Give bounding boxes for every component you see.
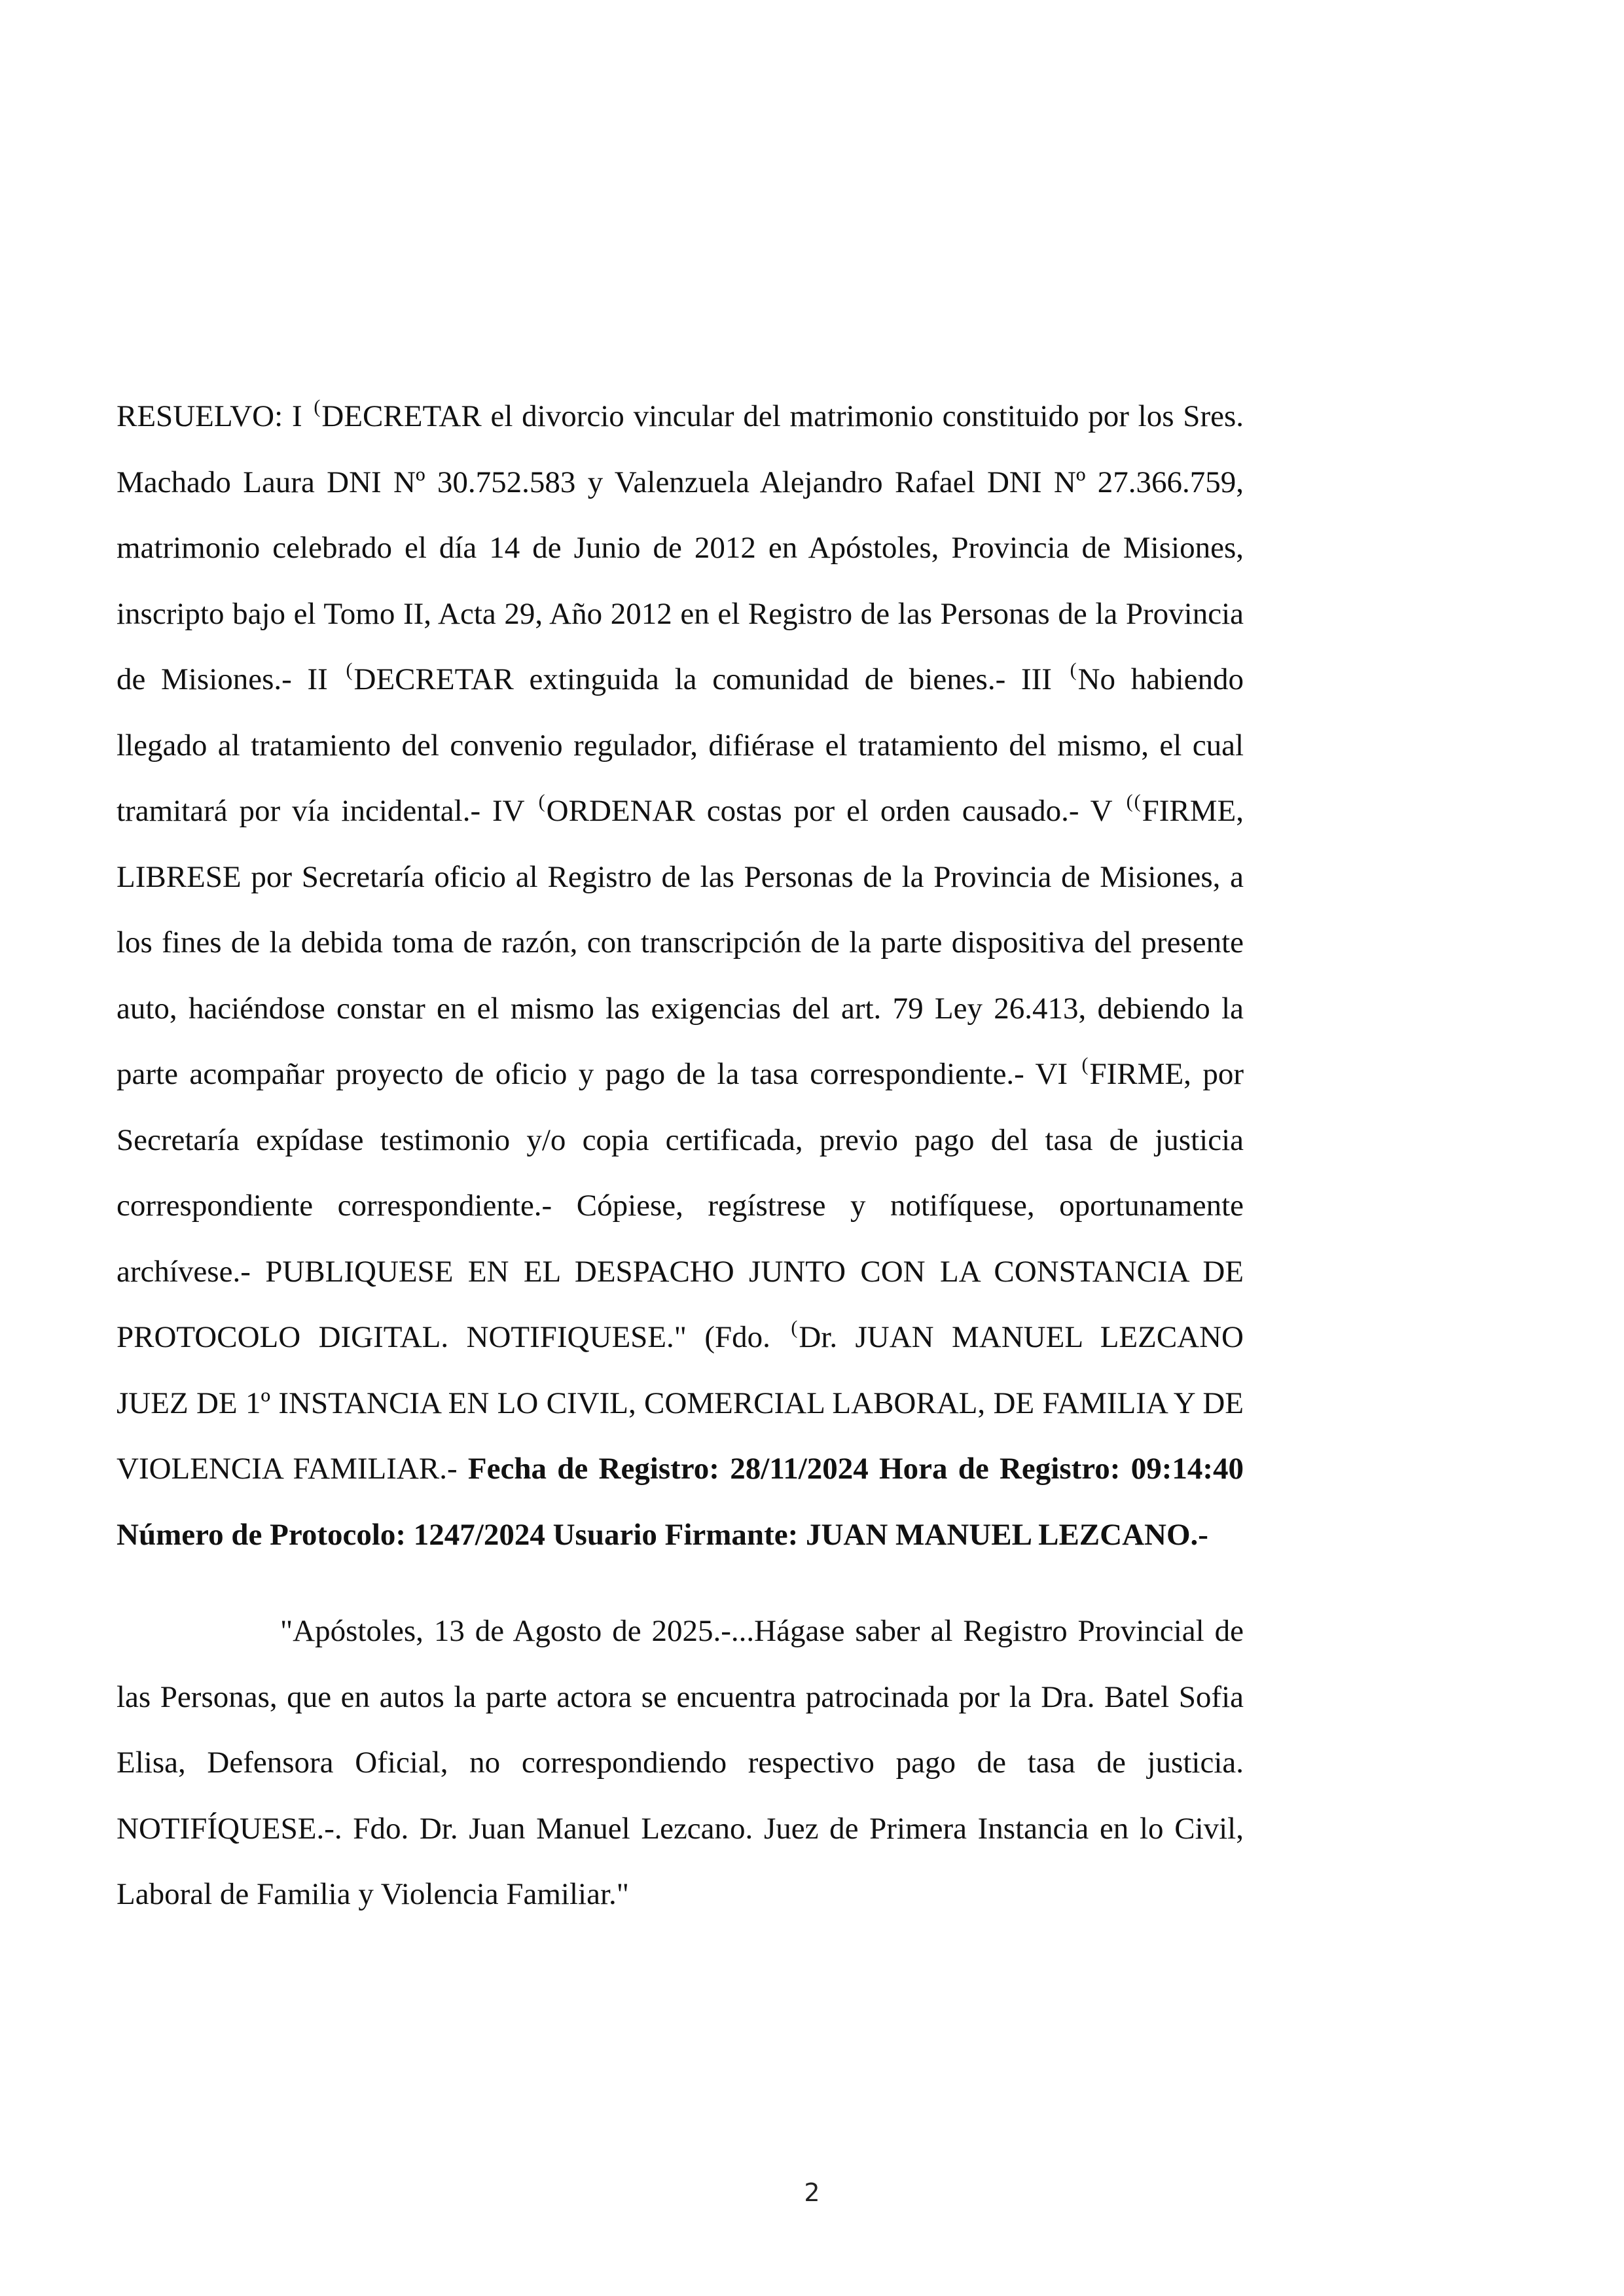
footnote-mark-7: ( — [791, 1317, 799, 1338]
resolution-text-4: No habiendo llegado al tratamiento del convenio regulador, difiérase el tratamiento del mismo, el cual tramitará por vía incidental.- IV — [117, 662, 1244, 828]
footnote-mark-3: ( — [1070, 659, 1078, 681]
footnote-mark-5: (( — [1126, 791, 1142, 812]
document-body — [117, 384, 1244, 1928]
footnote-mark-6: ( — [1081, 1054, 1090, 1075]
resolution-text-6: FIRME, LIBRESE por Secretaría oficio al Registro de las Personas de la Provincia de Misiones, a los fines de la debida toma de razón, con transcripción de la parte dispositiva del presente auto, haciéndose constar en el mismo las exigencias del art. 79 Ley 26.413, debiendo la parte acompañar proyecto de oficio y pago de la tasa correspondiente.- VI — [117, 794, 1244, 1091]
resolution-text-8: Dr. JUAN MANUEL LEZCANO JUEZ DE 1º INSTANCIA EN LO CIVIL, COMERCIAL LABORAL, DE FAMILIA Y DE VIOLENCIA FAMILIAR.- — [117, 1320, 1244, 1486]
resolution-text-5: ORDENAR costas por el orden causado.- V — [546, 794, 1112, 828]
resolution-text-2: DECRETAR el divorcio vincular del matrimonio constituido por los Sres. Machado Laura DNI Nº 30.752.583 y Valenzuela Alejandro Rafael DNI Nº 27.366.759, matrimonio celebrado el día 14 de Junio de 2012 en Apóstoles, Provincia de Misiones, inscripto bajo el Tomo II, Acta 29, Año 2012 en el Registro de las Personas de la Provincia de Misiones.- II — [117, 399, 1244, 696]
footnote-mark-4: ( — [538, 791, 547, 812]
footnote-mark-1: ( — [314, 396, 322, 418]
resolution-text-7: FIRME, por Secretaría expídase testimonio y/o copia certificada, previo pago del tasa de justicia correspondiente correspondiente.- Cópiese, regístrese y notifíquese, oportunamente archívese.- PUBLIQUESE EN EL DESPACHO JUNTO CON LA CONSTANCIA DE PROTOCOLO DIGITAL. NOTIFIQUESE." (Fdo. — [117, 1057, 1244, 1354]
resolution-paragraph — [117, 384, 1244, 1568]
notice-paragraph: "Apóstoles, 13 de Agosto de 2025.-...Hágase saber al Registro Provincial de las Personas, que en autos la parte actora se encuentra patrocinada por la Dra. Batel Sofia Elisa, Defensora Oficial, no correspondiendo respectivo pago de tasa de justicia. NOTIFÍQUESE.-. Fdo. Dr. Juan Manuel Lezcano. Juez de Primera Instancia en lo Civil, Laboral de Familia y Violencia Familiar." — [117, 1614, 1244, 1911]
resolution-text-1: RESUELVO: I — [117, 399, 302, 433]
resolution-text-3: DECRETAR extinguida la comunidad de bienes.- III — [353, 662, 1052, 696]
footnote-mark-2: ( — [346, 659, 354, 681]
registration-details: Fecha de Registro: 28/11/2024 Hora de Registro: 09:14:40 Número de Protocolo: 1247/2024 Usuario Firmante: JUAN MANUEL LEZCANO.- — [117, 1452, 1244, 1552]
page-number: 2 — [804, 2178, 820, 2207]
